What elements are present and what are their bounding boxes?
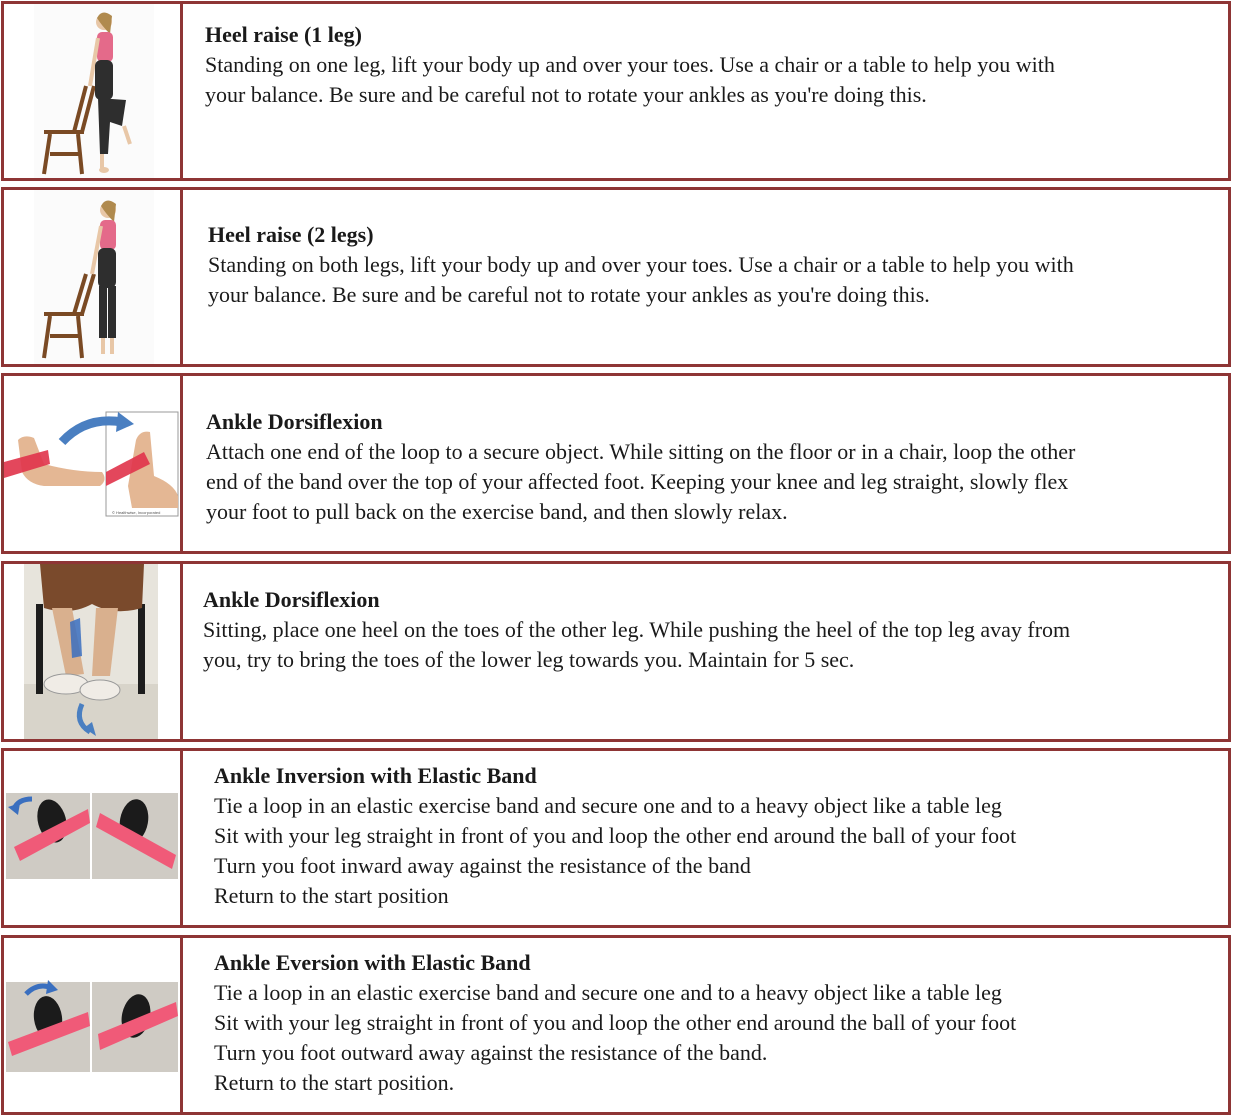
- exercise-title: Ankle Dorsiflexion: [203, 587, 380, 612]
- exercise-instruction-line: Turn you foot outward away against the resistance of the band.: [214, 1040, 768, 1065]
- exercise-instruction-line: Sitting, place one heel on the toes of the other leg. While pushing the heel of the top leg avay from: [203, 617, 1071, 642]
- exercise-text-block: [203, 585, 1070, 675]
- exercise-title: Heel raise (2 legs): [208, 222, 374, 247]
- exercise-row-ankle-dorsiflexion-seated: [1, 561, 1231, 742]
- exercise-text-block: [208, 220, 1074, 310]
- exercise-row-heel-raise-1-leg: [1, 1, 1231, 181]
- exercise-instruction-line: Tie a loop in an elastic exercise band and secure one and to a heavy object like a table leg: [214, 980, 1002, 1005]
- exercise-row-ankle-eversion: [1, 935, 1231, 1115]
- exercise-instruction-line: your foot to pull back on the exercise band, and then slowly relax.: [206, 499, 788, 524]
- heel-raise-two-legs-illustration: [4, 190, 183, 364]
- exercise-text-block: [214, 948, 1016, 1098]
- image-credit: © Healthwise, Incorporated: [112, 510, 161, 515]
- exercise-text-block: [205, 20, 1055, 110]
- exercise-instruction-line: Return to the start position.: [214, 1070, 455, 1095]
- ankle-dorsiflexion-seated-photo: [4, 564, 183, 739]
- exercise-title: Ankle Eversion with Elastic Band: [214, 950, 531, 975]
- exercise-row-ankle-dorsiflexion-band: [1, 373, 1231, 554]
- exercise-title: Ankle Dorsiflexion: [206, 409, 383, 434]
- exercise-instruction-line: Sit with your leg straight in front of you and loop the other end around the ball of your foot: [214, 823, 1017, 848]
- exercise-text-block: [214, 761, 1016, 911]
- exercise-text-block: [206, 407, 1075, 527]
- exercise-instruction-line: Attach one end of the loop to a secure object. While sitting on the floor or in a chair, loop the other: [206, 439, 1076, 464]
- exercise-instruction-line: Return to the start position: [214, 883, 449, 908]
- ankle-dorsiflexion-band-illustration: [4, 376, 183, 551]
- exercise-instruction-line: you, try to bring the toes of the lower leg towards you. Maintain for 5 sec.: [203, 647, 855, 672]
- exercise-instruction-line: Turn you foot inward away against the resistance of the band: [214, 853, 751, 878]
- exercise-instruction-line: your balance. Be sure and be careful not to rotate your ankles as you're doing this.: [205, 82, 927, 107]
- exercise-instruction-line: end of the band over the top of your affected foot. Keeping your knee and leg straight, slowly flex: [206, 469, 1069, 494]
- exercise-instruction-line: Sit with your leg straight in front of you and loop the other end around the ball of your foot: [214, 1010, 1017, 1035]
- exercise-title: Heel raise (1 leg): [205, 22, 362, 47]
- exercise-instruction-line: Standing on one leg, lift your body up and over your toes. Use a chair or a table to help you with: [205, 52, 1055, 77]
- exercise-title: Ankle Inversion with Elastic Band: [214, 763, 537, 788]
- exercise-row-heel-raise-2-legs: [1, 187, 1231, 367]
- ankle-inversion-photo: [4, 751, 183, 925]
- exercise-instruction-line: your balance. Be sure and be careful not to rotate your ankles as you're doing this.: [208, 282, 930, 307]
- exercise-row-ankle-inversion: [1, 748, 1231, 928]
- exercise-instruction-line: Tie a loop in an elastic exercise band and secure one and to a heavy object like a table leg: [214, 793, 1002, 818]
- ankle-eversion-photo: [4, 938, 183, 1112]
- heel-raise-one-leg-illustration: [4, 4, 183, 178]
- exercise-instruction-line: Standing on both legs, lift your body up and over your toes. Use a chair or a table to help you with: [208, 252, 1074, 277]
